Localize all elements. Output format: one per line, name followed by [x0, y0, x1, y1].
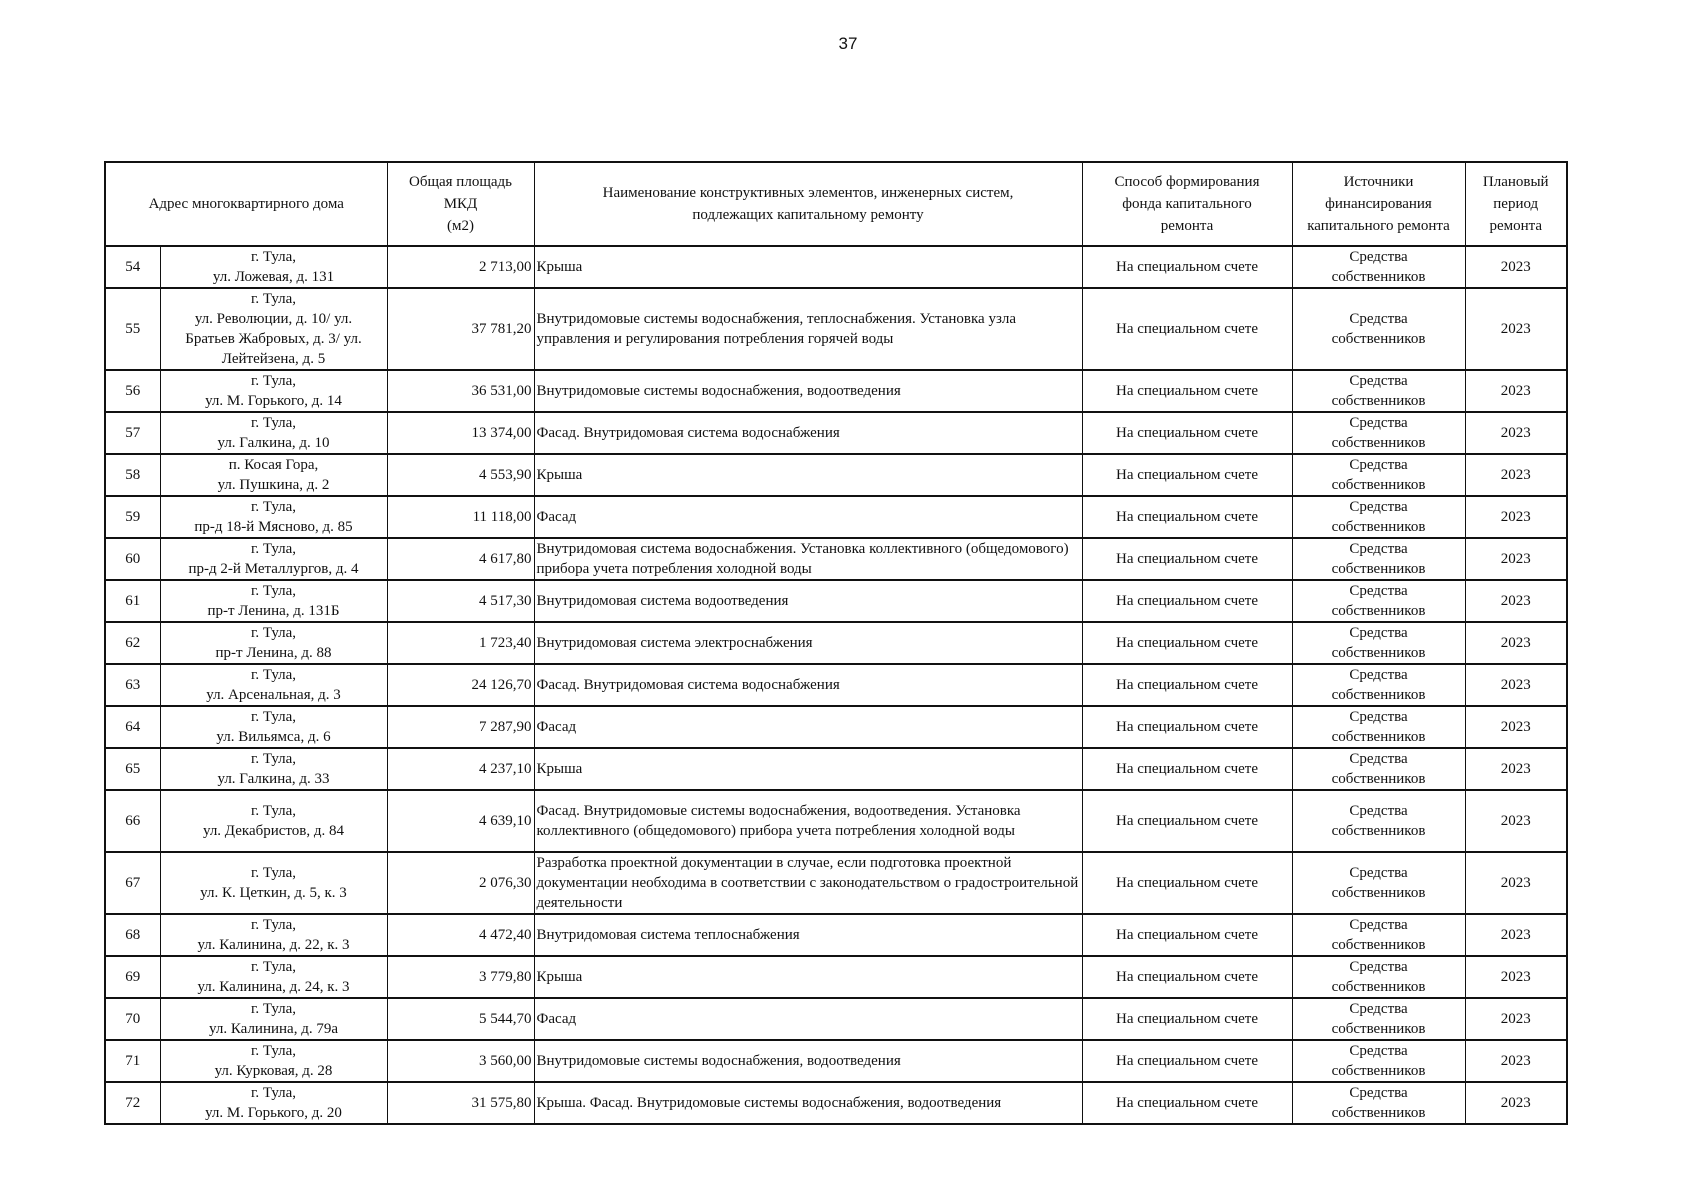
row-method: На специальном счете — [1082, 454, 1292, 496]
row-source: Средства собственников — [1292, 496, 1465, 538]
row-period: 2023 — [1465, 370, 1567, 412]
row-method: На специальном счете — [1082, 1082, 1292, 1124]
row-method: На специальном счете — [1082, 790, 1292, 852]
row-method: На специальном счете — [1082, 914, 1292, 956]
row-area: 4 472,40 — [387, 914, 534, 956]
row-elements: Разработка проектной документации в случае, если подготовка проектной документации необходима в соответствии с законодательством о градостроительной деятельности — [534, 852, 1082, 914]
row-address: г. Тула, ул. Калинина, д. 79а — [160, 998, 387, 1040]
row-method: На специальном счете — [1082, 246, 1292, 288]
row-address: г. Тула, ул. Арсенальная, д. 3 — [160, 664, 387, 706]
row-method: На специальном счете — [1082, 956, 1292, 998]
row-source: Средства собственников — [1292, 370, 1465, 412]
row-elements: Внутридомовые системы водоснабжения, водоотведения — [534, 370, 1082, 412]
row-source: Средства собственников — [1292, 1082, 1465, 1124]
row-number: 63 — [105, 664, 160, 706]
row-area: 1 723,40 — [387, 622, 534, 664]
row-number: 66 — [105, 790, 160, 852]
table-row — [105, 538, 1567, 580]
row-area: 4 553,90 — [387, 454, 534, 496]
row-area: 3 779,80 — [387, 956, 534, 998]
row-method: На специальном счете — [1082, 664, 1292, 706]
table-row — [105, 496, 1567, 538]
row-source: Средства собственников — [1292, 580, 1465, 622]
row-source: Средства собственников — [1292, 706, 1465, 748]
row-number: 67 — [105, 852, 160, 914]
row-elements: Фасад — [534, 998, 1082, 1040]
row-number: 61 — [105, 580, 160, 622]
row-period: 2023 — [1465, 288, 1567, 370]
table-row — [105, 664, 1567, 706]
table-row — [105, 246, 1567, 288]
row-elements: Внутридомовая система водоснабжения. Установка коллективного (общедомового) прибора учета потребления холодной воды — [534, 538, 1082, 580]
row-address: г. Тула, ул. Ложевая, д. 131 — [160, 246, 387, 288]
row-address: г. Тула, ул. М. Горького, д. 14 — [160, 370, 387, 412]
row-area: 2 713,00 — [387, 246, 534, 288]
row-source: Средства собственников — [1292, 622, 1465, 664]
row-area: 31 575,80 — [387, 1082, 534, 1124]
row-area: 7 287,90 — [387, 706, 534, 748]
row-elements: Внутридомовая система теплоснабжения — [534, 914, 1082, 956]
row-area: 37 781,20 — [387, 288, 534, 370]
row-source: Средства собственников — [1292, 288, 1465, 370]
row-method: На специальном счете — [1082, 998, 1292, 1040]
row-source: Средства собственников — [1292, 956, 1465, 998]
table-row — [105, 914, 1567, 956]
table-row — [105, 790, 1567, 852]
row-period: 2023 — [1465, 1040, 1567, 1082]
row-period: 2023 — [1465, 246, 1567, 288]
row-area: 3 560,00 — [387, 1040, 534, 1082]
table-row — [105, 580, 1567, 622]
row-address: г. Тула, ул. Галкина, д. 33 — [160, 748, 387, 790]
row-number: 64 — [105, 706, 160, 748]
row-elements: Фасад. Внутридомовые системы водоснабжения, водоотведения. Установка коллективного (общедомового) прибора учета потребления холодной воды — [534, 790, 1082, 852]
row-period: 2023 — [1465, 852, 1567, 914]
row-elements: Крыша — [534, 246, 1082, 288]
row-area: 24 126,70 — [387, 664, 534, 706]
table-row — [105, 288, 1567, 370]
row-address: г. Тула, ул. Калинина, д. 22, к. 3 — [160, 914, 387, 956]
row-source: Средства собственников — [1292, 998, 1465, 1040]
row-number: 71 — [105, 1040, 160, 1082]
row-address: г. Тула, пр-д 18-й Мясново, д. 85 — [160, 496, 387, 538]
table-row — [105, 706, 1567, 748]
row-method: На специальном счете — [1082, 370, 1292, 412]
row-address: г. Тула, пр-т Ленина, д. 131Б — [160, 580, 387, 622]
row-elements: Крыша — [534, 748, 1082, 790]
row-area: 4 517,30 — [387, 580, 534, 622]
table-row — [105, 998, 1567, 1040]
row-elements: Внутридомовая система электроснабжения — [534, 622, 1082, 664]
header-area: Общая площадь МКД (м2) — [387, 162, 534, 246]
row-elements: Внутридомовая система водоотведения — [534, 580, 1082, 622]
row-elements: Внутридомовые системы водоснабжения, водоотведения — [534, 1040, 1082, 1082]
row-period: 2023 — [1465, 998, 1567, 1040]
row-period: 2023 — [1465, 664, 1567, 706]
row-period: 2023 — [1465, 622, 1567, 664]
row-address: г. Тула, пр-д 2-й Металлургов, д. 4 — [160, 538, 387, 580]
row-period: 2023 — [1465, 914, 1567, 956]
row-number: 55 — [105, 288, 160, 370]
row-address: г. Тула, ул. Галкина, д. 10 — [160, 412, 387, 454]
row-elements: Фасад — [534, 706, 1082, 748]
row-number: 69 — [105, 956, 160, 998]
row-address: г. Тула, пр-т Ленина, д. 88 — [160, 622, 387, 664]
row-number: 57 — [105, 412, 160, 454]
row-address: г. Тула, ул. Вильямса, д. 6 — [160, 706, 387, 748]
table-row — [105, 370, 1567, 412]
header-elements: Наименование конструктивных элементов, инженерных систем, подлежащих капитальному ремонту — [534, 162, 1082, 246]
capital-repair-table — [104, 161, 1568, 1125]
row-number: 59 — [105, 496, 160, 538]
table-row — [105, 1082, 1567, 1124]
row-area: 5 544,70 — [387, 998, 534, 1040]
row-address: г. Тула, ул. М. Горького, д. 20 — [160, 1082, 387, 1124]
row-number: 60 — [105, 538, 160, 580]
header-source: Источники финансирования капитального ремонта — [1292, 162, 1465, 246]
row-source: Средства собственников — [1292, 246, 1465, 288]
row-area: 13 374,00 — [387, 412, 534, 454]
row-method: На специальном счете — [1082, 412, 1292, 454]
row-method: На специальном счете — [1082, 1040, 1292, 1082]
row-period: 2023 — [1465, 706, 1567, 748]
row-method: На специальном счете — [1082, 706, 1292, 748]
row-elements: Крыша — [534, 454, 1082, 496]
row-address: г. Тула, ул. К. Цеткин, д. 5, к. 3 — [160, 852, 387, 914]
row-period: 2023 — [1465, 454, 1567, 496]
row-number: 54 — [105, 246, 160, 288]
row-area: 4 639,10 — [387, 790, 534, 852]
row-address: г. Тула, ул. Курковая, д. 28 — [160, 1040, 387, 1082]
table-body — [105, 246, 1567, 1124]
row-method: На специальном счете — [1082, 580, 1292, 622]
row-source: Средства собственников — [1292, 790, 1465, 852]
row-method: На специальном счете — [1082, 538, 1292, 580]
row-number: 70 — [105, 998, 160, 1040]
row-period: 2023 — [1465, 538, 1567, 580]
row-source: Средства собственников — [1292, 1040, 1465, 1082]
table-row — [105, 454, 1567, 496]
page-number: 37 — [838, 34, 858, 53]
row-source: Средства собственников — [1292, 454, 1465, 496]
header-address: Адрес многоквартирного дома — [105, 162, 387, 246]
row-method: На специальном счете — [1082, 852, 1292, 914]
row-elements: Крыша. Фасад. Внутридомовые системы водоснабжения, водоотведения — [534, 1082, 1082, 1124]
row-source: Средства собственников — [1292, 664, 1465, 706]
row-number: 58 — [105, 454, 160, 496]
table-row — [105, 1040, 1567, 1082]
row-area: 11 118,00 — [387, 496, 534, 538]
row-number: 62 — [105, 622, 160, 664]
row-area: 4 617,80 — [387, 538, 534, 580]
row-number: 68 — [105, 914, 160, 956]
row-area: 4 237,10 — [387, 748, 534, 790]
header-period: Плановый период ремонта — [1465, 162, 1567, 246]
row-address: п. Косая Гора, ул. Пушкина, д. 2 — [160, 454, 387, 496]
row-period: 2023 — [1465, 956, 1567, 998]
row-elements: Фасад — [534, 496, 1082, 538]
row-period: 2023 — [1465, 412, 1567, 454]
header-method: Способ формирования фонда капитального ремонта — [1082, 162, 1292, 246]
row-period: 2023 — [1465, 1082, 1567, 1124]
table-row — [105, 622, 1567, 664]
row-method: На специальном счете — [1082, 748, 1292, 790]
row-method: На специальном счете — [1082, 288, 1292, 370]
row-method: На специальном счете — [1082, 496, 1292, 538]
row-elements: Фасад. Внутридомовая система водоснабжения — [534, 664, 1082, 706]
row-source: Средства собственников — [1292, 748, 1465, 790]
table-row — [105, 956, 1567, 998]
row-period: 2023 — [1465, 496, 1567, 538]
row-number: 72 — [105, 1082, 160, 1124]
row-source: Средства собственников — [1292, 914, 1465, 956]
row-period: 2023 — [1465, 790, 1567, 852]
row-number: 56 — [105, 370, 160, 412]
row-address: г. Тула, ул. Декабристов, д. 84 — [160, 790, 387, 852]
row-elements: Фасад. Внутридомовая система водоснабжения — [534, 412, 1082, 454]
row-address: г. Тула, ул. Революции, д. 10/ ул. Братьев Жабровых, д. 3/ ул. Лейтейзена, д. 5 — [160, 288, 387, 370]
row-source: Средства собственников — [1292, 412, 1465, 454]
table-row — [105, 852, 1567, 914]
row-elements: Внутридомовые системы водоснабжения, теплоснабжения. Установка узла управления и регулирования потребления горячей воды — [534, 288, 1082, 370]
row-area: 2 076,30 — [387, 852, 534, 914]
table-row — [105, 748, 1567, 790]
row-address: г. Тула, ул. Калинина, д. 24, к. 3 — [160, 956, 387, 998]
row-source: Средства собственников — [1292, 852, 1465, 914]
row-period: 2023 — [1465, 580, 1567, 622]
row-source: Средства собственников — [1292, 538, 1465, 580]
row-number: 65 — [105, 748, 160, 790]
row-period: 2023 — [1465, 748, 1567, 790]
row-elements: Крыша — [534, 956, 1082, 998]
table-header-row — [105, 162, 1567, 246]
table-row — [105, 412, 1567, 454]
row-area: 36 531,00 — [387, 370, 534, 412]
row-method: На специальном счете — [1082, 622, 1292, 664]
